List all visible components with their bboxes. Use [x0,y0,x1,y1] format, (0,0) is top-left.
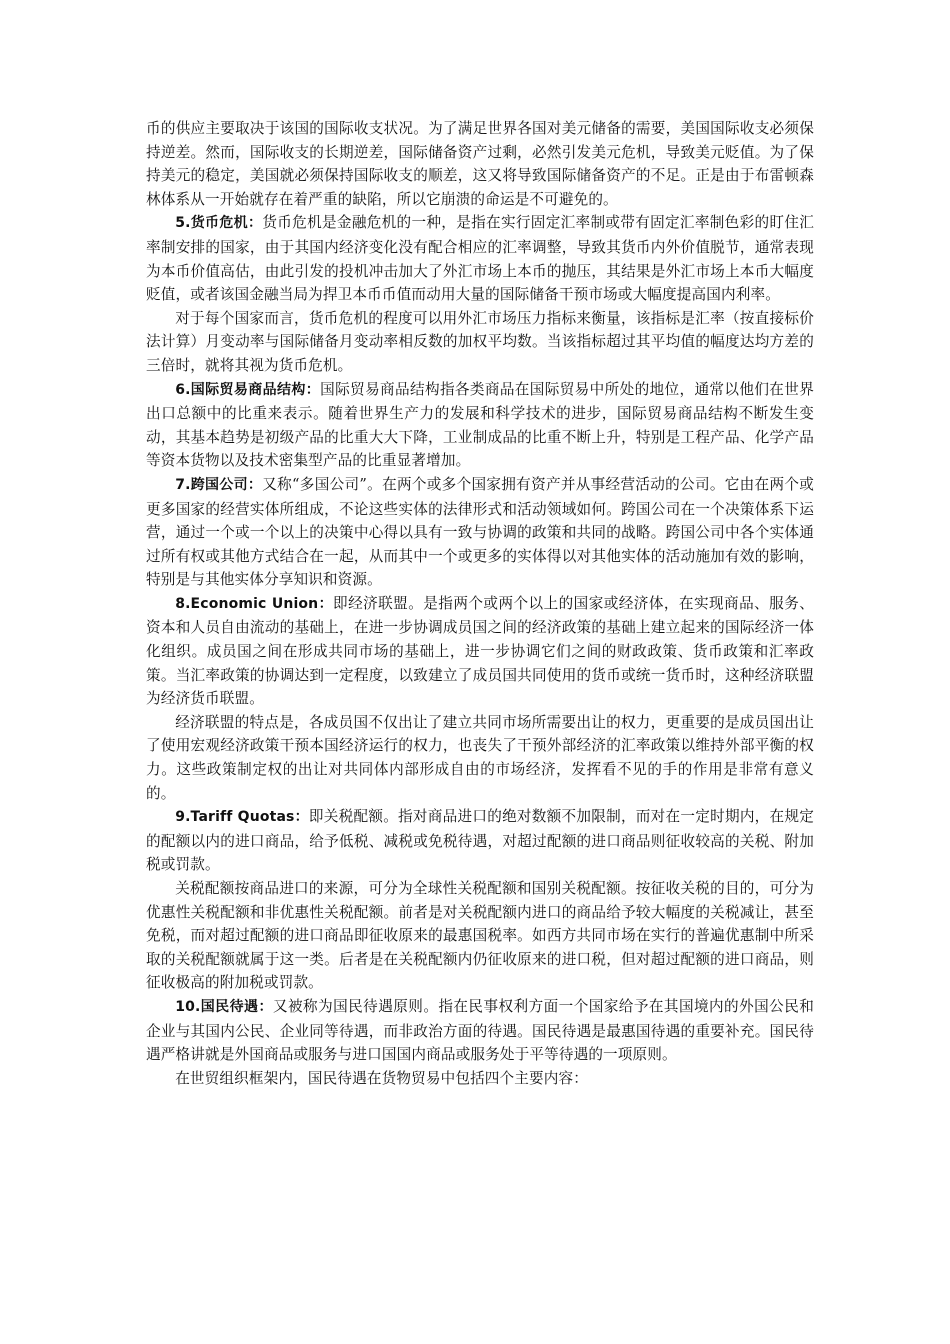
paragraph-text: 对于每个国家而言，货币危机的程度可以用外汇市场压力指标来衡量，该指标是汇率（按直接标价法计算）月变动率与国际储备月变动率相反数的加权平均数。当该指标超过其平均值的幅度达均方差的三倍时，就将其视为货币危机。 [146,309,814,374]
paragraph [146,1067,814,1091]
document-page [146,117,814,1090]
term-heading: 7.跨国公司： [175,476,263,493]
paragraph-term-5 [146,211,814,306]
paragraph-term-6 [146,378,814,473]
term-heading: 10.国民待遇： [175,998,273,1015]
term-heading: 5.货币危机： [175,215,263,232]
term-heading: 9.Tariff Quotas： [175,809,309,826]
paragraph [146,307,814,378]
paragraph-text: 即经济联盟。是指两个或两个以上的国家或经济体，在实现商品、服务、资本和人员自由流动的基础上，在进一步协调成员国之间的经济政策的基础上建立起来的国际经济一体化组织。成员国之间在形成共同市场的基础上，进一步协调它们之间的财政政策、货币政策和汇率政策。当汇率政策的协调达到一定程度，以致建立了成员国共同使用的货币或统一货币时，这种经济联盟为经济货币联盟。 [146,594,814,708]
paragraph-text: 国际贸易商品结构指各类商品在国际贸易中所处的地位，通常以他们在世界出口总额中的比重来表示。随着世界生产力的发展和科学技术的进步，国际贸易商品结构不断发生变动，其基本趋势是初级产品的比重大大下降，工业制成品的比重不断上升，特别是工程产品、化学产品等资本货物以及技术密集型产品的比重显著增加。 [146,380,814,470]
paragraph-text: 币的供应主要取决于该国的国际收支状况。为了满足世界各国对美元储备的需要，美国国际收支必须保持逆差。然而，国际收支的长期逆差，国际储备资产过剩，必然引发美元危机，导致美元贬值。为了保持美元的稳定，美国就必须保持国际收支的顺差，这又将导致国际储备资产的不足。正是由于布雷顿森林体系从一开始就存在着严重的缺陷，所以它崩溃的命运是不可避免的。 [146,120,814,208]
paragraph-continuation [146,117,814,211]
term-heading: 6.国际贸易商品结构： [175,381,321,398]
paragraph-text: 又称“多国公司”。在两个或多个国家拥有资产并从事经营活动的公司。它由在两个或更多国家的经营实体所组成，不论这些实体的法律形式和活动领域如何。跨国公司在一个决策体系下运营，通过一个或一个以上的决策中心得以具有一致与协调的政策和共同的战略。跨国公司中各个实体通过所有权或其他方式结合在一起，从而其中一个或更多的实体得以对其他实体的活动施加有效的影响，特别是与其他实体分享知识和资源。 [146,475,815,589]
paragraph-text: 又被称为国民待遇原则。指在民事权利方面一个国家给予在其国境内的外国公民和企业与其国内公民、企业同等待遇，而非政治方面的待遇。国民待遇是最惠国待遇的重要补充。国民待遇严格讲就是外国商品或服务与进口国国内商品或服务处于平等待遇的一项原则。 [146,997,814,1064]
paragraph-text: 货币危机是金融危机的一种，是指在实行固定汇率制或带有固定汇率制色彩的盯住汇率制安排的国家，由于其国内经济变化没有配合相应的汇率调整，导致其货币内外价值脱节，通常表现为本币价值高估，由此引发的投机冲击加大了外汇市场上本币的抛压，其结果是外汇市场上本币大幅度贬值，或者该国金融当局为捍卫本币币值而动用大量的国际储备干预市场或大幅度提高国内利率。 [146,214,814,304]
paragraph-text: 即关税配额。指对商品进口的绝对数额不加限制，而对在一定时期内，在规定的配额以内的进口商品，给予低税、减税或免税待遇，对超过配额的进口商品则征收较高的关税、附加税或罚款。 [146,808,814,874]
paragraph-term-10 [146,995,814,1067]
paragraph [146,877,814,995]
paragraph-term-7 [146,473,814,592]
paragraph [146,711,814,805]
term-heading: 8.Economic Union： [175,595,334,612]
paragraph-text: 经济联盟的特点是，各成员国不仅出让了建立共同市场所需要出让的权力，更重要的是成员国出让了使用宏观经济政策干预本国经济运行的权力，也丧失了干预外部经济的汇率政策以维持外部平衡的权力。这些政策制定权的出让对共同体内部形成自由的市场经济，发挥看不见的手的作用是非常有意义的。 [146,713,814,802]
paragraph-term-8 [146,592,814,711]
paragraph-text: 在世贸组织框架内，国民待遇在货物贸易中包括四个主要内容： [175,1069,589,1087]
paragraph-term-9 [146,805,814,877]
paragraph-text: 关税配额按商品进口的来源，可分为全球性关税配额和国别关税配额。按征收关税的目的，可分为优惠性关税配额和非优惠性关税配额。前者是对关税配额内进口的商品给予较大幅度的关税减让，甚至免税，而对超过配额的进口商品即征收原来的最惠国税率。如西方共同市场在实行的普遍优惠制中所采取的关税配额就属于这一类。后者是在关税配额内仍征收原来的进口税，但对超过配额的进口商品，则征收极高的附加税或罚款。 [146,880,814,992]
